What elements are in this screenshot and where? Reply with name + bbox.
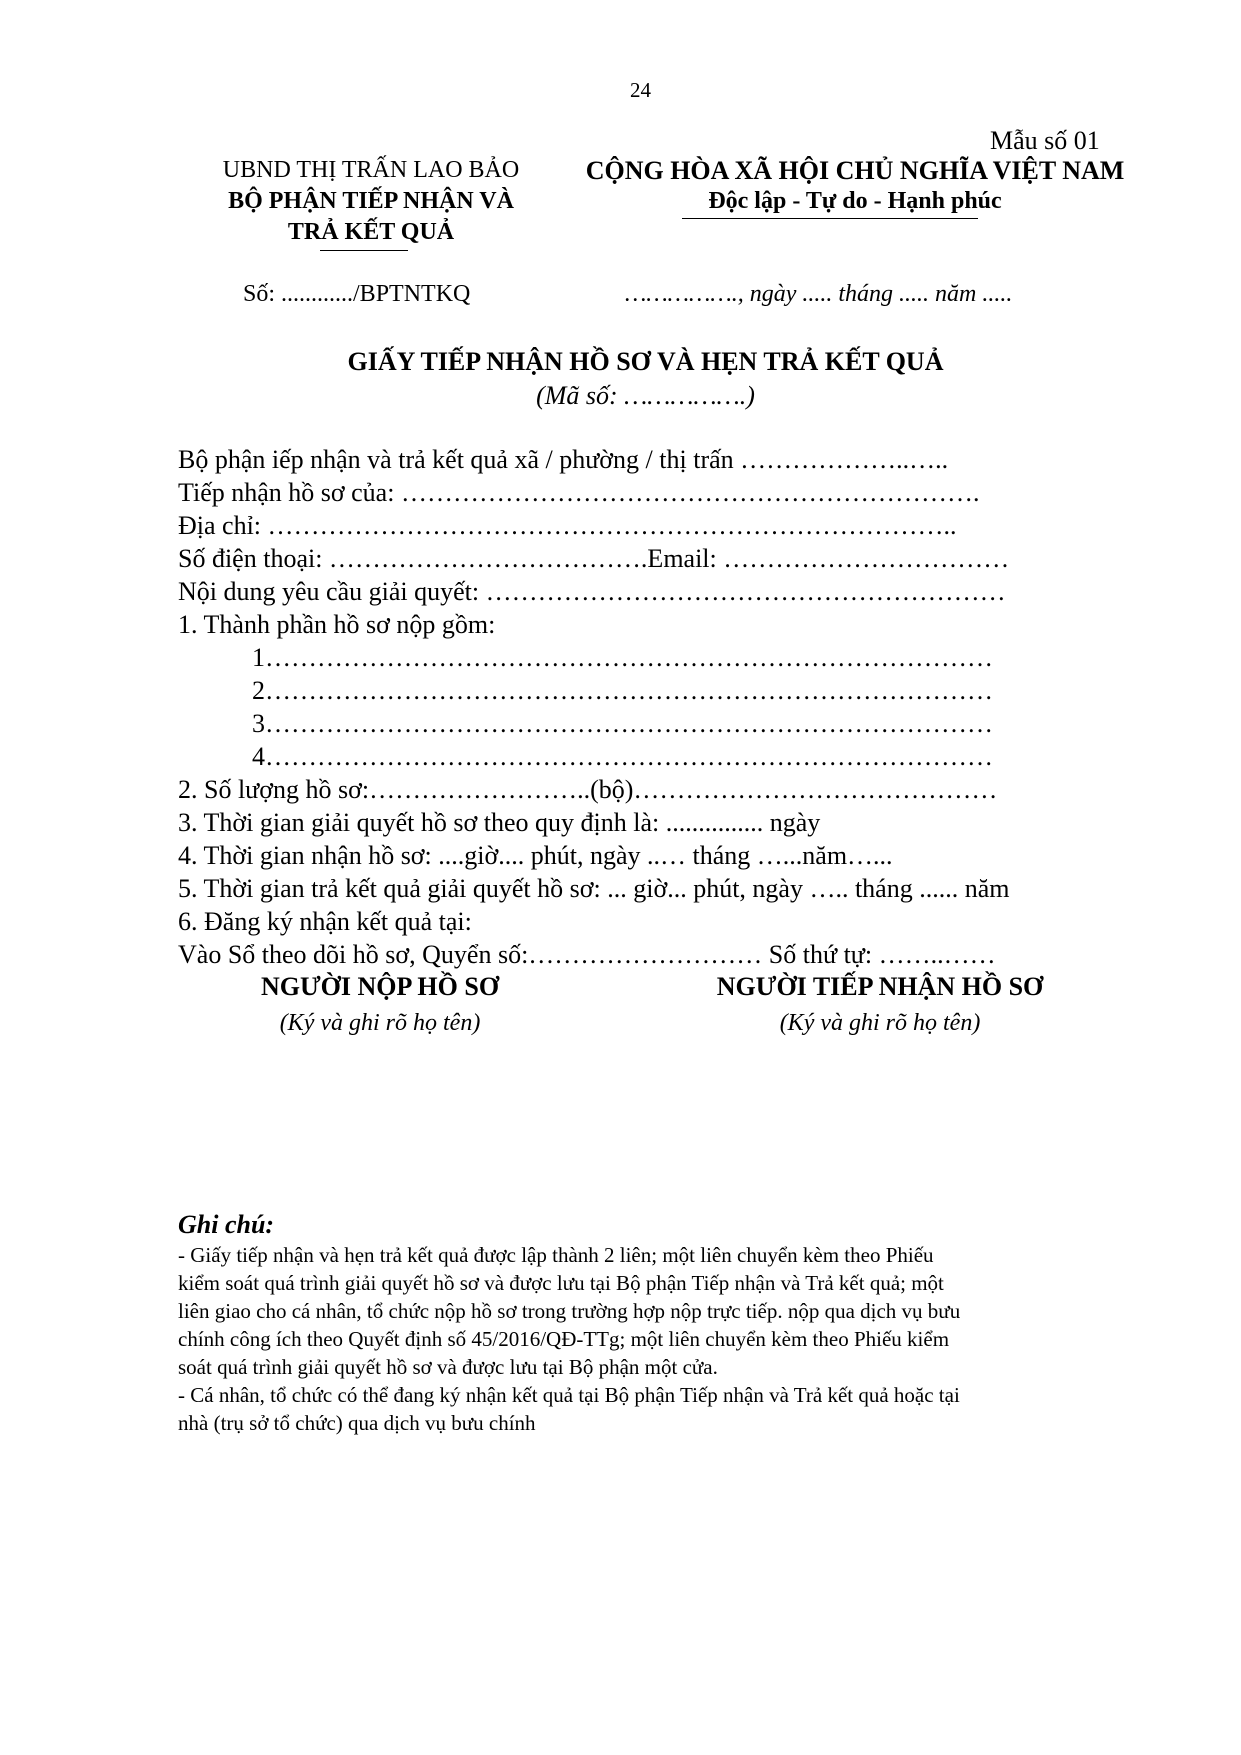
submitter-signature-note: (Ký và ghi rõ họ tên): [279, 1010, 481, 1036]
document-date: ……………., ngày ..... tháng ..... năm .....: [625, 281, 1013, 307]
form-code: Mẫu số 01: [990, 126, 1100, 155]
form-title: GIẤY TIẾP NHẬN HỒ SƠ VÀ HẸN TRẢ KẾT QUẢ: [347, 347, 944, 376]
motto-underline: [682, 218, 978, 219]
note-line: chính công ích theo Quyết định số 45/2016/QĐ-TTg; một liên chuyển kèm theo Phiếu kiểm: [178, 1327, 950, 1351]
national-title: CỘNG HÒA XÃ HỘI CHỦ NGHĨA VIỆT NAM: [585, 156, 1125, 185]
field-received-time: 4. Thời gian nhận hồ sơ: ....giờ.... phút, ngày ..… tháng …...năm…...: [178, 841, 893, 870]
document-number: Số: ............/BPTNTKQ: [243, 281, 471, 307]
field-return-time: 5. Thời gian trả kết quả giải quyết hồ sơ: ... giờ... phút, ngày ….. tháng ...... năm: [178, 874, 1010, 903]
left-header-underline: [320, 250, 408, 251]
field-logbook: Vào Sổ theo dõi hồ sơ, Quyển số:……………………… Số thứ tự: ……..……: [178, 940, 996, 969]
field-address: Địa chỉ: ……………………………………………………………………..: [178, 511, 957, 540]
note-line: soát quá trình giải quyết hồ sơ và được lưu tại Bộ phận một cửa.: [178, 1355, 718, 1379]
notes-heading: Ghi chú:: [178, 1210, 275, 1239]
field-phone-email: Số điện thoại: ……………………………….Email: ……………………………: [178, 544, 1010, 573]
note-line: - Giấy tiếp nhận và hẹn trả kết quả được lập thành 2 liên; một liên chuyển kèm theo Phiếu: [178, 1243, 934, 1267]
component-item: 3…………………………………………………………………………: [252, 709, 993, 738]
field-processing-time: 3. Thời gian giải quyết hồ sơ theo quy định là: ............... ngày: [178, 808, 821, 837]
field-quantity: 2. Số lượng hồ sơ:……………………..(bộ)……………………………………: [178, 775, 998, 804]
receiver-signature-title: NGƯỜI TIẾP NHẬN HỒ SƠ: [716, 972, 1044, 1001]
national-motto: Độc lập - Tự do - Hạnh phúc: [708, 188, 1002, 214]
note-line: - Cá nhân, tổ chức có thể đang ký nhận kết quả tại Bộ phận Tiếp nhận và Trả kết quả hoặc tại: [178, 1383, 960, 1407]
component-item: 2…………………………………………………………………………: [252, 676, 993, 705]
note-line: liên giao cho cá nhân, tổ chức nộp hồ sơ trong trường hợp nộp trực tiếp. nộp qua dịch vụ bưu: [178, 1299, 961, 1323]
component-item: 4…………………………………………………………………………: [252, 742, 993, 771]
components-heading: 1. Thành phần hồ sơ nộp gồm:: [178, 610, 496, 639]
component-item: 1…………………………………………………………………………: [252, 643, 993, 672]
field-register-place: 6. Đăng ký nhận kết quả tại:: [178, 907, 472, 936]
receiver-signature-note: (Ký và ghi rõ họ tên): [779, 1010, 981, 1036]
field-department: Bộ phận iếp nhận và trả kết quả xã / phường / thị trấn ………………..…..: [178, 445, 949, 474]
page-number: 24: [630, 78, 651, 102]
note-line: kiểm soát quá trình giải quyết hồ sơ và được lưu tại Bộ phận Tiếp nhận và Trả kết quả; một: [178, 1271, 944, 1295]
submitter-signature-title: NGƯỜI NỘP HỒ SƠ: [260, 972, 500, 1001]
field-request: Nội dung yêu cầu giải quyết: ……………………………………………………: [178, 577, 1006, 606]
department-name-line1: BỘ PHẬN TIẾP NHẬN VÀ: [228, 188, 514, 214]
form-code-subtitle: (Mã số: …………….): [536, 381, 755, 410]
field-received-from: Tiếp nhận hồ sơ của: ………………………………………………………….: [178, 478, 980, 507]
note-line: nhà (trụ sở tổ chức) qua dịch vụ bưu chính: [178, 1411, 536, 1435]
department-name-line2: TRẢ KẾT QUẢ: [287, 219, 455, 245]
agency-name: UBND THỊ TRẤN LAO BẢO: [222, 157, 520, 183]
